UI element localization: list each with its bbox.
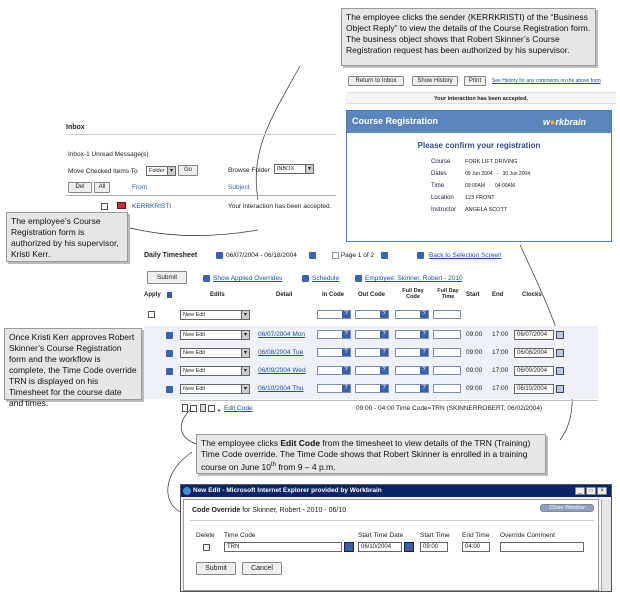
course-registration-header: [347, 111, 611, 133]
override-comment-field[interactable]: [500, 542, 584, 552]
reg-label-time: Time: [431, 183, 445, 189]
reply-message: Your interaction has been accepted.: [346, 92, 616, 104]
detail-link[interactable]: 06/07/2004 Mon: [258, 331, 305, 338]
callout-edit-code: The employee clicks Edit Code from the timesheet to view details of the TRN (Training) Time Code override. The Time Code shows that Robert Skinner is enrolled in a training course on June 10th from 9 – 4 p.m.: [196, 434, 546, 474]
dialog-submit-button[interactable]: Submit: [196, 562, 236, 575]
lock-icon: [167, 292, 172, 298]
apply-all-edit-select[interactable]: New Edit ▾: [180, 310, 250, 320]
timesheet-submit-button[interactable]: Submit: [147, 271, 187, 284]
dialog-body: [183, 499, 599, 591]
edit-select[interactable]: New Edit ▾: [180, 384, 250, 394]
header-clocks: Clocks: [522, 292, 542, 298]
out-code-field[interactable]: ?: [355, 384, 389, 393]
override-checkbox-2[interactable]: [208, 405, 215, 412]
calendar-icon[interactable]: [556, 349, 564, 357]
in-code-field[interactable]: ?: [317, 366, 351, 375]
next-page-icon[interactable]: [381, 252, 388, 259]
date-range: 06/07/2004 - 06/18/2004: [226, 252, 297, 259]
move-folder-select[interactable]: Folder ▾: [146, 166, 176, 176]
select-all-button[interactable]: All: [94, 182, 110, 193]
table-row: [144, 362, 598, 381]
lock-row-icon[interactable]: [166, 332, 173, 339]
return-to-inbox-button[interactable]: Return to Inbox: [348, 76, 404, 86]
envelope-icon: [117, 202, 126, 209]
close-window-x-button[interactable]: ×: [597, 487, 607, 495]
move-label: Move Checked Items To: [68, 168, 138, 175]
lock-row-icon[interactable]: [166, 386, 173, 393]
reg-value-dates: 09 Jun 2004 - 30 Jun 2004: [465, 171, 531, 177]
apply-all-out-code[interactable]: ?: [355, 310, 389, 319]
full-day-time-field[interactable]: [433, 348, 461, 357]
edit-select[interactable]: New Edit ▾: [180, 330, 250, 340]
callout-business-object: The employee clicks the sender (KERRKRISTI) of the “Business Object Reply” to view the details of the Course Registration form. The business object shows that Robert Skinner’s Course Registration request has been authorized by his supervisor.: [341, 8, 596, 66]
print-button[interactable]: Print: [464, 76, 486, 86]
reg-value-location: 123 FRONT: [465, 195, 495, 201]
start-date-field[interactable]: 06/10/2004: [358, 542, 402, 552]
employee-icon: [355, 275, 362, 282]
col-start-date: Start Time Date: [358, 532, 404, 539]
apply-all-row: [144, 306, 598, 325]
copy-icon: [200, 404, 206, 412]
header-apply: Apply: [144, 292, 161, 298]
start-date-calendar-icon[interactable]: [404, 542, 414, 552]
apply-all-full-day-code[interactable]: ?: [395, 310, 429, 319]
maximize-button[interactable]: □: [586, 487, 596, 495]
full-day-code-field[interactable]: ?: [395, 366, 429, 375]
sender-link[interactable]: KERRKRISTI: [132, 203, 172, 210]
next-range-icon[interactable]: [309, 252, 316, 259]
schedule-link[interactable]: Schedule: [312, 275, 340, 282]
reg-label-instructor: Instructor: [431, 207, 457, 213]
inbox-row-checkbox[interactable]: [101, 203, 108, 210]
header-start: Start: [466, 292, 480, 298]
header-out-code: Out Code: [358, 292, 385, 298]
inbox-title: Inbox: [66, 124, 85, 131]
edit-select[interactable]: New Edit ▾: [180, 366, 250, 376]
in-code-field[interactable]: ?: [317, 384, 351, 393]
header-edits: Edits: [210, 292, 225, 298]
clock-date-field[interactable]: 06/07/2004: [514, 330, 554, 340]
browse-folder-select[interactable]: INBOX ▾: [274, 164, 314, 174]
reg-value-time: 09:00AM - 04:00AM: [465, 183, 516, 189]
apply-all-full-day-time[interactable]: [433, 310, 461, 319]
full-day-code-field[interactable]: ?: [395, 384, 429, 393]
full-day-time-field[interactable]: [433, 366, 461, 375]
col-time-code: Time Code: [224, 532, 256, 539]
end-time: 17:00: [492, 385, 509, 392]
new-edit-dialog: [180, 484, 612, 592]
end-time-field[interactable]: 04:00: [462, 542, 490, 552]
delete-checkbox[interactable]: [203, 544, 210, 551]
employee-link[interactable]: Employee: Skinner, Robert - 2010: [365, 275, 463, 282]
start-time: 09:00: [466, 331, 483, 338]
dialog-scrollbar[interactable]: [601, 499, 611, 591]
table-row: [144, 344, 598, 363]
detail-link[interactable]: 06/10/2004 Thu: [258, 385, 304, 392]
code-override-heading: Code Override for Skinner, Robert - 2010 - 06/10: [192, 507, 347, 514]
out-code-field[interactable]: ?: [355, 366, 389, 375]
unread-count: Inbox-1 Unread Message(s): [68, 151, 149, 158]
show-history-button[interactable]: Show History: [412, 76, 458, 86]
reg-label-dates: Dates: [431, 171, 447, 177]
close-window-button[interactable]: Close Window: [540, 504, 594, 512]
edit-select[interactable]: New Edit ▾: [180, 348, 250, 358]
out-code-field[interactable]: ?: [355, 330, 389, 339]
delete-button[interactable]: Del: [68, 182, 92, 193]
override-checkbox[interactable]: [190, 405, 197, 412]
header-full-day-code: Full Day Code: [402, 288, 424, 300]
inbox-header-line: [66, 195, 336, 196]
reg-value-instructor: ANGELA SCOTT: [465, 207, 508, 213]
detail-link[interactable]: 06/09/2004 Wed: [258, 367, 306, 374]
col-override-comment: Override Comment: [500, 532, 555, 539]
clock-date-field[interactable]: 06/08/2004: [514, 348, 554, 358]
table-row: [144, 380, 598, 399]
full-day-time-field[interactable]: [433, 330, 461, 339]
schedule-icon: [302, 275, 309, 282]
start-time: 09:00: [466, 385, 483, 392]
detail-link[interactable]: 06/08/2004 Tue: [258, 349, 304, 356]
time-code-field[interactable]: TRN: [224, 542, 342, 552]
in-code-field[interactable]: ?: [317, 348, 351, 357]
callout-time-code: Once Kristi Kerr approves Robert Skinner’s Course Registration form and the workflow is complete, the Time Code override TRN is displayed on his Timesheet for the course date and times.: [4, 328, 142, 400]
calendar-icon[interactable]: [556, 385, 564, 393]
full-day-code-field[interactable]: ?: [395, 330, 429, 339]
reg-label-course: Course: [431, 159, 451, 165]
reg-label-location: Location: [431, 195, 454, 201]
calendar-icon[interactable]: [556, 367, 564, 375]
go-button[interactable]: Go: [178, 165, 198, 176]
back-icon[interactable]: [417, 252, 424, 259]
col-start-time: Start Time: [420, 532, 450, 539]
column-from[interactable]: From: [132, 184, 148, 191]
dialog-divider: [190, 520, 594, 521]
clock-date-field[interactable]: 06/09/2004: [514, 366, 554, 376]
col-delete: Delete: [196, 532, 215, 539]
course-registration-title: Course Registration: [352, 116, 439, 126]
confirm-heading: Please confirm your registration: [417, 141, 541, 150]
override-summary: 09:00 - 04:00 Time Code=TRN (SKINNERROBERT, 06/02/2004): [356, 405, 543, 412]
time-code-lookup-icon[interactable]: [344, 542, 354, 552]
edit-code-icon: ▸: [218, 408, 222, 414]
history-link[interactable]: See History for any comments on the above form: [492, 78, 601, 84]
apply-all-in-code[interactable]: ?: [317, 310, 351, 319]
full-day-time-field[interactable]: [433, 384, 461, 393]
header-full-day-time: Full Day Time: [437, 288, 459, 300]
header-end: End: [492, 292, 504, 298]
inbox-divider: [66, 134, 336, 135]
header-detail: Detail: [276, 292, 293, 298]
prev-range-icon[interactable]: [216, 252, 223, 259]
course-registration-panel: [346, 110, 612, 242]
header-in-code: In Code: [322, 292, 344, 298]
timesheet-title: Daily Timesheet: [144, 252, 198, 259]
full-day-code-field[interactable]: ?: [395, 348, 429, 357]
apply-all-checkbox[interactable]: [148, 311, 155, 318]
start-time: 09:00: [466, 367, 483, 374]
start-time-field[interactable]: 09:00: [420, 542, 448, 552]
dialog-cancel-button[interactable]: Cancel: [242, 562, 282, 575]
calendar-icon[interactable]: [556, 331, 564, 339]
lock-row-icon[interactable]: [166, 350, 173, 357]
page-icon: [182, 404, 188, 412]
reg-value-course: FORK LIFT DRIVING: [465, 159, 518, 165]
minimize-button[interactable]: _: [575, 487, 585, 495]
dialog-titlebar: New Edit - Microsoft Internet Explorer provided by Workbrain: [181, 485, 611, 497]
column-subject[interactable]: Subject: [228, 184, 250, 191]
back-to-selection-link[interactable]: Back to Selection Screen: [429, 252, 502, 259]
col-end-time: End Time: [462, 532, 490, 539]
browse-label: Browse Folder: [228, 167, 270, 174]
callout-authorized: The employee’s Course Registration form is authorized by his supervisor, Kristi Kerr.: [6, 212, 128, 262]
start-time: 09:00: [466, 349, 483, 356]
inbox-row-subject: Your interaction has been accepted.: [228, 203, 332, 210]
table-row: [144, 326, 598, 345]
end-time: 17:00: [492, 331, 509, 338]
page-indicator: Page 1 of 2: [332, 252, 374, 259]
in-code-field[interactable]: ?: [317, 330, 351, 339]
workbrain-logo: w●rkbrain: [543, 117, 586, 127]
override-row: [180, 400, 598, 414]
end-time: 17:00: [492, 349, 509, 356]
clock-date-field[interactable]: 06/10/2004: [514, 384, 554, 394]
lock-row-icon[interactable]: [166, 368, 173, 375]
timesheet-header: [144, 290, 598, 304]
applied-overrides-icon: [203, 275, 210, 282]
show-applied-overrides-link[interactable]: Show Applied Overrides: [213, 275, 283, 282]
ie-icon: [183, 487, 191, 495]
end-time: 17:00: [492, 367, 509, 374]
edit-code-link[interactable]: Edit Code: [224, 405, 253, 412]
out-code-field[interactable]: ?: [355, 348, 389, 357]
reply-toolbar: [346, 74, 616, 88]
